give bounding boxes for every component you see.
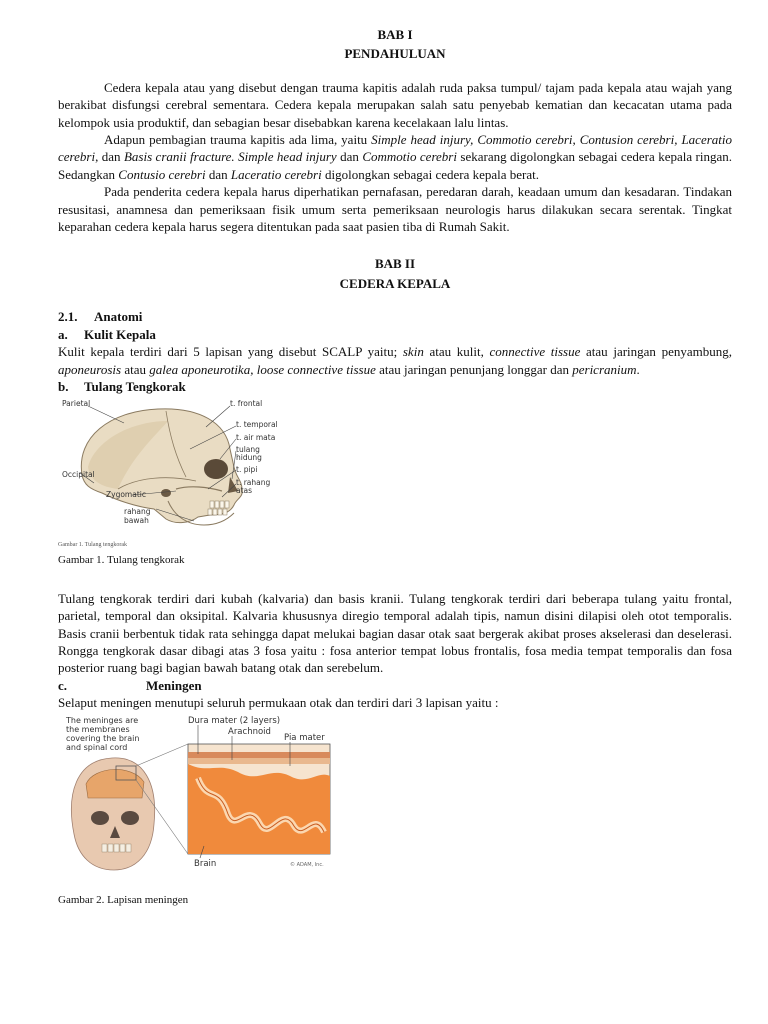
- label-tulang: tulang: [236, 445, 260, 455]
- label-parietal: Parietal: [62, 399, 91, 409]
- figure-2-caption: Gambar 2. Lapisan meningen: [58, 893, 189, 906]
- label-occipital: Occipital: [62, 470, 95, 480]
- document-content: [58, 26, 732, 909]
- chapter-1-title: BAB I: [377, 27, 413, 42]
- intro-paragraph-3: Pada penderita cedera kepala harus diperhatikan pernafasan, peredaran darah, keadaan umum dan kesadaran. Tindakan resusitasi, anamnesa dan pemeriksaan fisik umum serta pemeriksaan neurologis harus dilakukan secara serentak. Tingkat keparahan cedera kepala harus segera ditentukan pada saat pasien tiba di Rumah Sakit.: [58, 184, 732, 235]
- meninges-intro-line-3: covering the brain: [66, 733, 140, 743]
- label-temporal: t. temporal: [236, 420, 278, 430]
- meninges-intro-line-4: and spinal cord: [66, 742, 128, 752]
- meninges-illustration: [58, 714, 338, 874]
- intro-paragraph-1: Cedera kepala atau yang disebut dengan trauma kapitis adalah ruda paksa tumpul/ tajam pada kepala atau wajah yang berakibat disfungsi cerebral sementara. Cedera kepala merupakan salah satu penyebab kematian dan kecacatan utama pada kelompok usia produktif, dan sebagian besar disebabkan karena kecelakaan lalu lintas.: [58, 79, 732, 130]
- skull-illustration: [58, 397, 288, 535]
- chapter-2-subtitle: CEDERA KEPALA: [339, 275, 451, 291]
- label-pia-mater: Pia mater: [284, 732, 325, 743]
- tulang-tengkorak-paragraph: Tulang tengkorak terdiri dari kubah (kalvaria) dan basis kranii. Tulang tengkorak terdiri dari beberapa tulang yaitu frontal, parietal, temporal dan oksipital. Kalvaria khususnya diregio temporal adalah tipis, namun disini dilapisi oleh otot temporalis. Basis cranii berbentuk tidak rata sehingga dapat melukai bagian dasar otak saat bergerak akibat proses akselerasi dan deselerasi. Rongga tengkorak dasar dibagi atas 3 fosa yaitu : fosa anterior tempat lobus frontalis, fosa media tempat temporalis dan fosa posterior ruang bagi bagian bawah batang otak dan serebelum.: [58, 590, 732, 676]
- label-rahang-bawah-2: bawah: [124, 516, 149, 526]
- chapter-2-title: BAB II: [374, 256, 416, 272]
- section-heading-anatomi: 2.1. Anatomi: [58, 309, 143, 325]
- meninges-intro-line-1: The meninges are: [66, 715, 139, 725]
- figure-1-caption: Gambar 1. Tulang tengkorak: [58, 554, 185, 567]
- label-rahang-atas-2: atas: [236, 486, 253, 496]
- skull-figure: [58, 397, 288, 535]
- label-rahang-bawah-1: rahang: [124, 507, 151, 517]
- meninges-figure: [58, 714, 338, 874]
- intro-paragraph-2: Adapun pembagian trauma kapitis ada lima, yaitu Simple head injury, Commotio cerebri, Contusion cerebri, Laceratio cerebri, dan Basis cranii fracture. Simple head injury dan Commotio cerebri sekarang digolongkan sebagai cedera kepala ringan. Sedangkan Contusio cerebri dan Laceratio cerebri digolongkan sebagai cedera kepala berat.: [58, 132, 732, 182]
- subsection-heading-kulit-kepala: a. Kulit Kepala: [58, 326, 156, 342]
- label-dura-mater: Dura mater (2 layers): [188, 715, 281, 726]
- meningen-paragraph: Selaput meningen menutupi seluruh permukaan otak dan terdiri dari 3 lapisan yaitu :: [58, 695, 499, 711]
- label-pipi: t. pipi: [236, 465, 258, 475]
- chapter-1-subtitle: PENDAHULUAN: [344, 46, 446, 62]
- label-hidung: hidung: [236, 453, 262, 463]
- label-frontal: t. frontal: [230, 399, 263, 409]
- subsection-heading-meningen: c. Meningen: [58, 677, 202, 693]
- meninges-intro-line-2: the membranes: [66, 724, 130, 734]
- label-brain: Brain: [194, 858, 217, 869]
- label-rahang-atas-1: t. rahang: [236, 478, 271, 488]
- label-air-mata: t. air mata: [236, 433, 276, 443]
- figure-2-credit: © ADAM, Inc.: [290, 861, 324, 868]
- kulit-kepala-paragraph: Kulit kepala terdiri dari 5 lapisan yang disebut SCALP yaitu; skin atau kulit, connective tissue atau jaringan penyambung, aponeurosis atau galea aponeurotika, loose connective tissue atau jaringan penunjang longgar dan pericranium.: [58, 344, 732, 377]
- label-arachnoid: Arachnoid: [228, 726, 271, 737]
- subsection-heading-tulang-tengkorak: b. Tulang Tengkorak: [58, 378, 186, 394]
- label-zygomatic: Zygomatic: [106, 490, 146, 500]
- figure-1-tiny-caption: Gambar 1. Tulang tengkorak: [58, 542, 127, 549]
